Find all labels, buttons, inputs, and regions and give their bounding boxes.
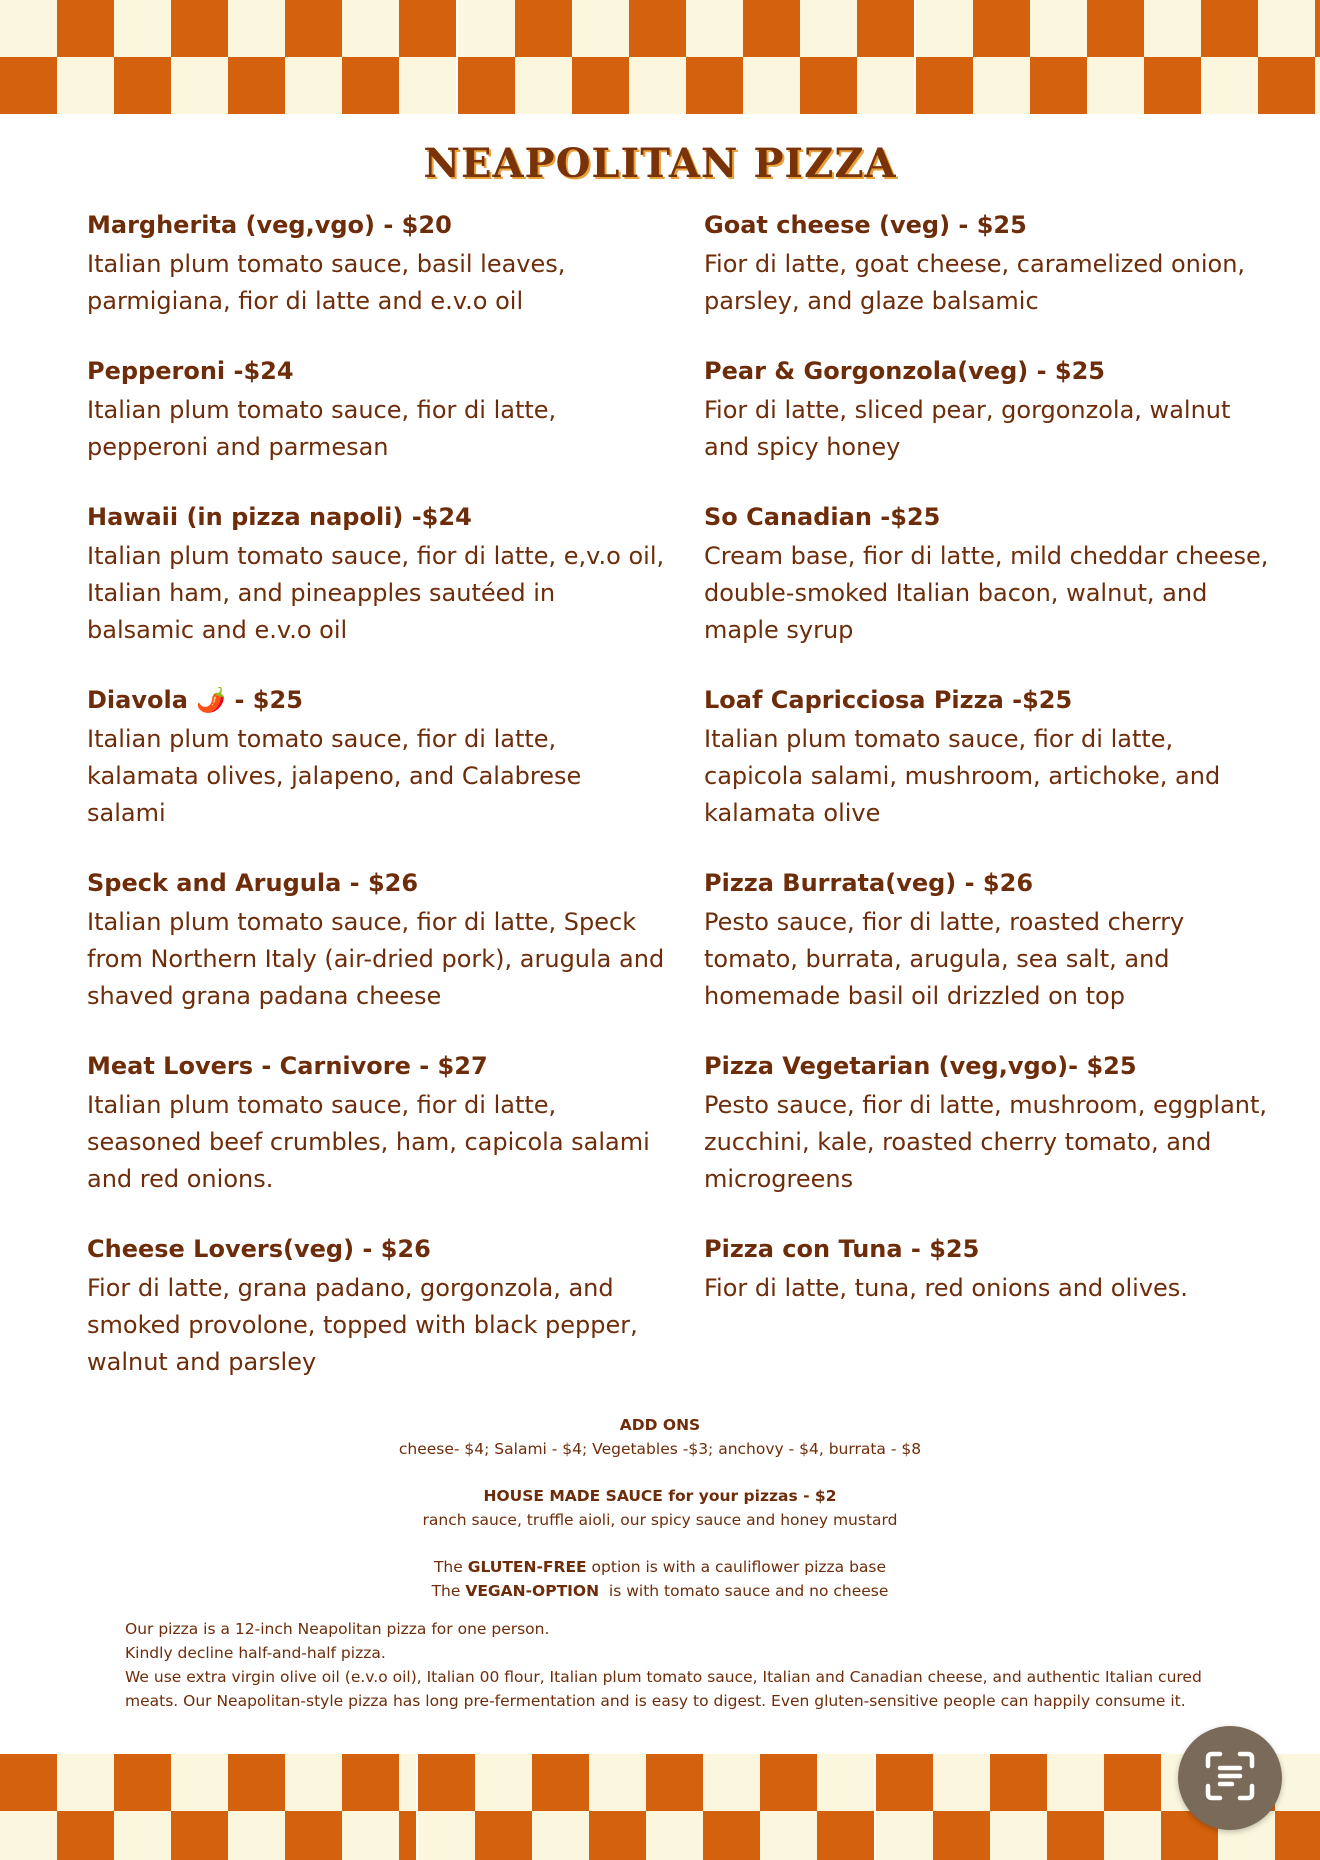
checker-square xyxy=(589,1811,646,1860)
checker-square xyxy=(171,1811,228,1860)
checker-square xyxy=(342,1811,399,1860)
checker-square xyxy=(572,0,629,57)
menu-item xyxy=(704,1051,1274,1198)
menu-item xyxy=(704,685,1274,832)
menu-item-name: Pizza con Tuna - $25 xyxy=(704,1235,980,1263)
checker-square xyxy=(1201,57,1258,114)
checker-square xyxy=(114,1811,171,1860)
footer-line: Our pizza is a 12-inch Neapolitan pizza for one person. xyxy=(125,1620,550,1638)
menu-item-description: Fior di latte, sliced pear, gorgonzola, walnut and spicy honey xyxy=(704,396,1231,461)
checker-square xyxy=(629,57,686,114)
sauce-heading: HOUSE MADE SAUCE for your pizzas - $2 xyxy=(483,1487,837,1505)
menu-item xyxy=(87,685,667,832)
checker-square xyxy=(876,1754,933,1811)
checker-square xyxy=(399,0,456,57)
menu-item xyxy=(87,1234,667,1381)
checker-square xyxy=(57,57,114,114)
checker-square xyxy=(1315,0,1320,57)
checker-square xyxy=(743,0,800,57)
menu-item-name: Pepperoni -$24 xyxy=(87,357,294,385)
checker-square xyxy=(973,57,1030,114)
checker-square xyxy=(629,0,686,57)
checker-square xyxy=(399,1754,416,1811)
checker-square xyxy=(933,1754,990,1811)
text-scan-icon xyxy=(1202,1748,1258,1808)
checker-square xyxy=(646,1811,703,1860)
checker-square xyxy=(228,1811,285,1860)
checker-square xyxy=(458,57,515,114)
checker-panel xyxy=(418,1754,874,1860)
menu-item-description: Italian plum tomato sauce, fior di latte, capicola salami, mushroom, artichoke, and kalamata olive xyxy=(704,725,1221,827)
checker-square xyxy=(285,0,342,57)
checker-square xyxy=(1030,57,1087,114)
checker-square xyxy=(114,0,171,57)
checker-square xyxy=(515,0,572,57)
checker-square xyxy=(703,1811,760,1860)
checker-square xyxy=(572,57,629,114)
menu-item xyxy=(704,1234,1274,1307)
checker-square xyxy=(57,0,114,57)
menu-item-description: Fior di latte, goat cheese, caramelized onion, parsley, and glaze balsamic xyxy=(704,250,1246,315)
menu-item-name: Hawaii (in pizza napoli) -$24 xyxy=(87,503,472,531)
gluten-free-note xyxy=(0,1555,1320,1579)
addons-block xyxy=(0,1413,1320,1461)
checker-square xyxy=(0,57,57,114)
checker-square xyxy=(876,1811,933,1860)
menu-item-description: Cream base, fior di latte, mild cheddar cheese, double-smoked Italian bacon, walnut, and maple syrup xyxy=(704,542,1269,644)
checker-square xyxy=(532,1754,589,1811)
checker-square xyxy=(760,1811,817,1860)
sauce-text: ranch sauce, truffle aioli, our spicy sauce and honey mustard xyxy=(422,1511,898,1529)
menu-item-name: So Canadian -$25 xyxy=(704,503,941,531)
text-scan-button[interactable] xyxy=(1178,1726,1282,1830)
checker-square xyxy=(990,1754,1047,1811)
menu-item-description: Italian plum tomato sauce, fior di latte, e,v.o oil, Italian ham, and pineapples sautéed in balsamic and e.v.o oil xyxy=(87,542,665,644)
menu-item xyxy=(704,868,1274,1015)
checker-square xyxy=(1144,0,1201,57)
menu-item-name: Cheese Lovers(veg) - $26 xyxy=(87,1235,431,1263)
checker-square xyxy=(228,57,285,114)
menu-title: NEAPOLITAN PIZZA xyxy=(423,140,897,187)
gf-bold: GLUTEN-FREE xyxy=(467,1558,587,1576)
checker-square xyxy=(171,0,228,57)
checker-square xyxy=(686,0,743,57)
top-checker-border xyxy=(0,0,1320,119)
checker-square xyxy=(916,0,973,57)
menu-item-description: Pesto sauce, fior di latte, mushroom, eggplant, zucchini, kale, roasted cherry tomato, and microgreens xyxy=(704,1091,1268,1193)
menu-item-description: Fior di latte, grana padano, gorgonzola, and smoked provolone, topped with black pepper, walnut and parsley xyxy=(87,1274,638,1376)
checker-square xyxy=(933,1811,990,1860)
checker-square xyxy=(1275,1811,1320,1860)
checker-square xyxy=(114,1754,171,1811)
checker-square xyxy=(1030,0,1087,57)
checker-square xyxy=(1258,0,1315,57)
menu-item-description: Italian plum tomato sauce, fior di latte, pepperoni and parmesan xyxy=(87,396,557,461)
checker-square xyxy=(114,57,171,114)
checker-square xyxy=(228,0,285,57)
menu-item-description: Italian plum tomato sauce, fior di latte, kalamata olives, jalapeno, and Calabrese salami xyxy=(87,725,582,827)
checker-square xyxy=(1087,0,1144,57)
checker-panel xyxy=(458,0,914,119)
checker-square xyxy=(646,1754,703,1811)
checker-square xyxy=(857,57,914,114)
checker-square xyxy=(285,57,342,114)
checker-square xyxy=(285,1811,342,1860)
gf-pre: The xyxy=(433,1558,468,1576)
menu-item xyxy=(87,210,667,320)
checker-square xyxy=(399,57,456,114)
checker-panel xyxy=(0,0,456,119)
menu-item-name: Speck and Arugula - $26 xyxy=(87,869,419,897)
checker-square xyxy=(475,1754,532,1811)
menu-item-description: Italian plum tomato sauce, fior di latte, seasoned beef crumbles, ham, capicola salami and red onions. xyxy=(87,1091,650,1193)
checker-panel xyxy=(916,0,1320,119)
checker-square xyxy=(342,1754,399,1811)
checker-square xyxy=(817,1811,874,1860)
menu-item-name: Loaf Capricciosa Pizza -$25 xyxy=(704,686,1073,714)
menu-item-name: Diavola 🌶️ - $25 xyxy=(87,686,303,714)
checker-square xyxy=(0,1811,57,1860)
gf-post: option is with a cauliflower pizza base xyxy=(586,1558,887,1576)
footer-line: Kindly decline half-and-half pizza. xyxy=(125,1644,386,1662)
menu-item xyxy=(87,502,667,649)
checker-square xyxy=(418,1754,475,1811)
sauce-block xyxy=(0,1484,1320,1532)
menu-item xyxy=(704,502,1274,649)
checker-square xyxy=(800,0,857,57)
footer-line: We use extra virgin olive oil (e.v.o oil), Italian 00 flour, Italian plum tomato sauce, Italian and Canadian cheese, and authentic Italian cured meats. Our Neapolitan-style pizza has long pre-fermentation and is easy to digest. Even gluten-sensitive people can happily consume it. xyxy=(125,1668,1202,1710)
menu-item xyxy=(704,356,1274,466)
checker-square xyxy=(1144,57,1201,114)
checker-square xyxy=(458,0,515,57)
menu-item-description: Italian plum tomato sauce, basil leaves, parmigiana, fior di latte and e.v.o oil xyxy=(87,250,566,315)
checker-square xyxy=(1087,57,1144,114)
checker-square xyxy=(1201,0,1258,57)
checker-square xyxy=(57,1811,114,1860)
menu-item-description: Pesto sauce, fior di latte, roasted cherry tomato, burrata, arugula, sea salt, and homemade basil oil drizzled on top xyxy=(704,908,1185,1010)
checker-square xyxy=(990,1811,1047,1860)
checker-square xyxy=(703,1754,760,1811)
menu-item-name: Pear & Gorgonzola(veg) - $25 xyxy=(704,357,1106,385)
checker-square xyxy=(475,1811,532,1860)
menu-item-name: Goat cheese (veg) - $25 xyxy=(704,211,1027,239)
checker-square xyxy=(1047,1811,1104,1860)
menu-item-description: Fior di latte, tuna, red onions and olives. xyxy=(704,1274,1188,1302)
menu-item xyxy=(87,356,667,466)
footer-notes xyxy=(125,1617,1205,1713)
extras-section xyxy=(0,1413,1320,1626)
checker-square xyxy=(57,1754,114,1811)
checker-square xyxy=(589,1754,646,1811)
checker-square xyxy=(399,1811,416,1860)
checker-square xyxy=(171,57,228,114)
checker-square xyxy=(532,1811,589,1860)
menu-item-name: Pizza Vegetarian (veg,vgo)- $25 xyxy=(704,1052,1137,1080)
vegan-bold: VEGAN-OPTION xyxy=(465,1582,600,1600)
checker-square xyxy=(1258,57,1315,114)
checker-square xyxy=(1315,57,1320,114)
addons-text: cheese- $4; Salami - $4; Vegetables -$3; anchovy - $4, burrata - $8 xyxy=(398,1440,922,1458)
checker-square xyxy=(857,0,914,57)
vegan-pre: The xyxy=(431,1582,466,1600)
checker-square xyxy=(228,1754,285,1811)
menu-item xyxy=(87,868,667,1015)
bottom-checker-border xyxy=(0,1754,1320,1860)
checker-square xyxy=(1104,1754,1161,1811)
vegan-post: is with tomato sauce and no cheese xyxy=(599,1582,889,1600)
checker-square xyxy=(760,1754,817,1811)
checker-square xyxy=(1104,1811,1161,1860)
menu-item xyxy=(704,210,1274,320)
menu-item xyxy=(87,1051,667,1198)
menu-item-name: Margherita (veg,vgo) - $20 xyxy=(87,211,452,239)
checker-square xyxy=(1047,1754,1104,1811)
checker-square xyxy=(171,1754,228,1811)
checker-square xyxy=(817,1754,874,1811)
checker-square xyxy=(342,0,399,57)
checker-square xyxy=(285,1754,342,1811)
checker-square xyxy=(686,57,743,114)
vegan-note xyxy=(0,1579,1320,1603)
menu-item-name: Pizza Burrata(veg) - $26 xyxy=(704,869,1034,897)
checker-square xyxy=(743,57,800,114)
checker-panel xyxy=(0,1754,416,1860)
checker-square xyxy=(342,57,399,114)
checker-square xyxy=(916,57,973,114)
checker-square xyxy=(418,1811,475,1860)
menu-item-name: Meat Lovers - Carnivore - $27 xyxy=(87,1052,488,1080)
addons-heading: ADD ONS xyxy=(619,1416,701,1434)
checker-square xyxy=(973,0,1030,57)
checker-square xyxy=(515,57,572,114)
options-block xyxy=(0,1555,1320,1603)
checker-square xyxy=(800,57,857,114)
menu-item-description: Italian plum tomato sauce, fior di latte, Speck from Northern Italy (air-dried pork), arugula and shaved grana padana cheese xyxy=(87,908,665,1010)
checker-square xyxy=(0,1754,57,1811)
checker-square xyxy=(0,0,57,57)
